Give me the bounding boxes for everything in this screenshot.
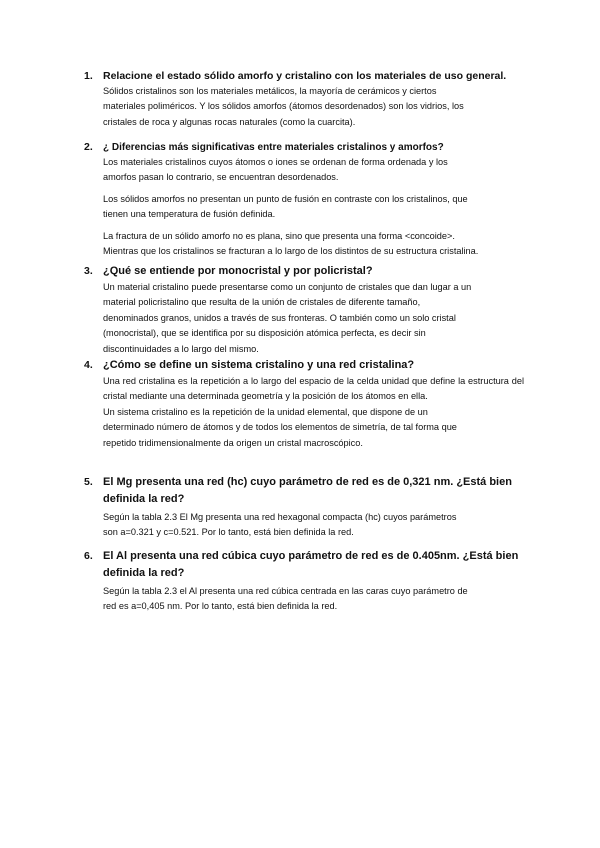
question-title: ¿ Diferencias más significativas entre materiales cristalinos y amorfos? [103,142,444,153]
answer-paragraph: Según la tabla 2.3 el Al presenta una red cúbica centrada en las caras cuyo parámetro de red es a=0,405 nm. Por lo tanto, está bien definida la red. [103,586,468,612]
question-title: Relacione el estado sólido amorfo y cristalino con los materiales de uso general. [103,70,507,82]
question-title: ¿Cómo se define un sistema cristalino y una red cristalina? [103,359,415,371]
answer-paragraph: Sólidos cristalinos son los materiales metálicos, la mayoría de cerámicos y ciertos materiales poliméricos. Y los sólidos amorfos (átomos desordenados) son los vidrios, los cristales de roca y algunas rocas naturales (como la cuarcita). [103,86,464,127]
question-number: 3. [84,265,93,277]
question-number: 1. [84,70,93,82]
question-3 [84,263,524,357]
answer-paragraph: Un sistema cristalino es la repetición de la unidad elemental, que dispone de un determinado número de átomos y de todos los elementos de simetría, de tal forma que repetido tridimensionalmente da origen un cristal macroscópico. [103,406,457,448]
question-2 [84,140,524,259]
answer-paragraph: Según la tabla 2.3 El Mg presenta una red hexagonal compacta (hc) cuyos parámetros son a=0.321 y c=0.521. Por lo tanto, está bien definida la red. [103,512,457,538]
answer-paragraph: Un material cristalino puede presentarse como un conjunto de cristales que dan lugar a un material policristalino que resulta de la unión de cristales de diferente tamaño, denominados granos, unidos a través de sus fronteras. O también como un solo cristal (monocristal), que se identifica por su disposición atómica perfecta, es decir sin discontinuidades a lo largo del mismo. [103,282,472,354]
question-4 [84,357,524,451]
question-number: 5. [84,476,93,488]
question-1 [84,69,524,130]
question-number: 2. [84,141,93,153]
question-title: El Al presenta una red cúbica cuyo parámetro de red es de 0.405nm. ¿Está bien definida la red? [103,550,519,579]
answer-paragraph: La fractura de un sólido amorfo no es plana, sino que presenta una forma <concoide>. Mientras que los cristalinos se fracturan a lo largo de los distintos de su estructura cristalina. [103,230,479,257]
question-6 [84,548,524,615]
question-title: El Mg presenta una red (hc) cuyo parámetro de red es de 0,321 nm. ¿Está bien definida la red? [103,476,512,505]
question-number: 4. [84,359,93,371]
answer-paragraph: Los materiales cristalinos cuyos átomos o iones se ordenan de forma ordenada y los amorfos pasan lo contrario, se encuentran desordenados. [103,157,448,183]
question-number: 6. [84,550,93,562]
answer-paragraph: Una red cristalina es la repetición a lo largo del espacio de la celda unidad que define la estructura del cristal mediante una determinada geometría y la posición de los átomos en ella. [103,376,524,402]
question-5 [84,474,524,541]
answer-paragraph: Los sólidos amorfos no presentan un punto de fusión en contraste con los cristalinos, que tienen una temperatura de fusión definida. [103,193,468,220]
question-title: ¿Qué se entiende por monocristal y por policristal? [103,265,373,277]
